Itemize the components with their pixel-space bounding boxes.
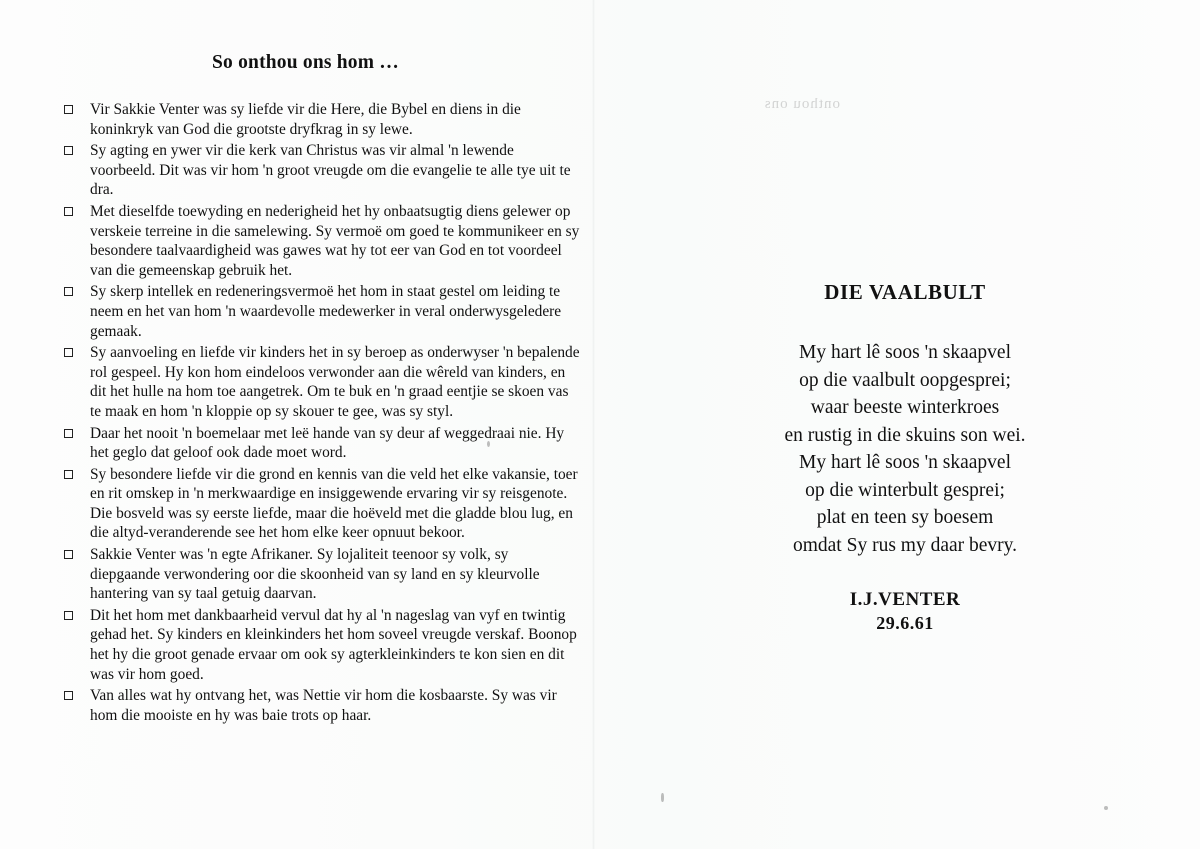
square-bullet-icon (64, 348, 73, 357)
list-item (60, 343, 580, 421)
list-item-text: Daar het nooit 'n boemelaar met leë hande van sy deur af weggedraai nie. Hy het geglo dat geloof ook dade moet word. (90, 424, 565, 462)
list-item (60, 686, 580, 725)
list-item (60, 545, 580, 604)
scan-speck (661, 793, 664, 802)
list-item (60, 424, 580, 463)
list-item (60, 465, 580, 543)
memories-heading: So onthou ons hom … (212, 52, 399, 73)
poem-line: waar beeste winterkroes (810, 397, 1000, 418)
poem-author: I.J.VENTER (849, 589, 961, 610)
list-item (60, 282, 580, 341)
poem-line: plat en teen sy boesem (816, 507, 994, 528)
poem-line: My hart lê soos 'n skaapvel (798, 342, 1011, 363)
square-bullet-icon (64, 429, 73, 438)
list-item (60, 141, 580, 200)
poem-line: op die winterbult gesprei; (805, 479, 1005, 501)
square-bullet-icon (64, 691, 73, 700)
square-bullet-icon (64, 611, 73, 620)
square-bullet-icon (64, 146, 73, 155)
memories-column (60, 52, 580, 727)
square-bullet-icon (64, 550, 73, 559)
scan-speck (1104, 806, 1108, 810)
square-bullet-icon (64, 470, 73, 479)
square-bullet-icon (64, 207, 73, 216)
list-item-text: Sy aanvoeling en liefde vir kinders het in sy beroep as onderwyser 'n bepalende rol gespeel. Hy kon hom eindeloos verwonder aan die wêreld van kinders, en dit het hulle na hom toe aangetrek. Om te buk en 'n graad eentjie se skoen vas te maak en hom 'n kloppie op sy skouer te gee, was sy styl. (90, 344, 580, 420)
poem-title: DIE VAALBULT (824, 280, 986, 304)
page-fold-line (592, 0, 595, 849)
poem-line: en rustig in die skuins son wei. (784, 424, 1026, 446)
square-bullet-icon (64, 287, 73, 296)
show-through-text: onthou ons (763, 96, 840, 112)
memories-list (60, 100, 580, 725)
poem-date: 29.6.61 (876, 613, 934, 633)
list-item-text: Sy agting en ywer vir die kerk van Christus was vir almal 'n lewende voorbeeld. Dit was vir hom 'n groot vreugde om die evangelie te alle tye uit te dra. (90, 142, 571, 199)
list-item-text: Van alles wat hy ontvang het, was Nettie vir hom die kosbaarste. Sy was vir hom die mooiste en hy was baie trots op haar. (90, 687, 557, 724)
list-item-text: Sy besondere liefde vir die grond en kennis van die veld het elke vakansie, toer en rit omskep in 'n merkwaardige en insiggewende ervaring vir sy reisgenote. Die bosveld was sy eerste liefde, maar die hoëveld met die gladde blou lug, en die altyd-veranderende see het hom elke keer opnuut bekoor. (90, 465, 578, 542)
list-item (60, 606, 580, 684)
list-item (60, 100, 580, 139)
poem-line: omdat Sy rus my daar bevry. (792, 534, 1018, 556)
list-item (60, 202, 580, 280)
poem-body (690, 339, 1120, 559)
square-bullet-icon (64, 105, 73, 114)
poem-line: op die vaalbult oopgesprei; (799, 369, 1011, 391)
poem-line: My hart lê soos 'n skaapvel (798, 452, 1011, 473)
list-item-text: Met dieselfde toewyding en nederigheid het hy onbaatsugtig diens gelewer op verskeie terreine in die samelewing. Sy vermoë om goed te kommunikeer en sy besondere taalvaardigheid was gawes wat hy tot eer van God en tot voordeel van die gemeenskap gebruik het. (90, 202, 580, 279)
list-item-text: Sakkie Venter was 'n egte Afrikaner. Sy lojaliteit teenoor sy volk, sy diepgaande verwondering oor die skoonheid van sy land en sy kleurvolle hantering van sy taal getuig daarvan. (90, 546, 540, 603)
poem-column (690, 280, 1120, 634)
list-item-text: Dit het hom met dankbaarheid vervul dat hy al 'n nageslag van vyf en twintig gehad het. Sy kinders en kleinkinders het hom soveel vreugde verskaf. Boonop het hy die groot genade ervaar om ook sy agterkleinkinders te kon sien en dit was vir hom goed. (90, 606, 577, 683)
list-item-text: Sy skerp intellek en redeneringsvermoë het hom in staat gestel om leiding te neem en het van hom 'n waardevolle medewerker in veral onderwysgeledere gemaak. (90, 283, 562, 340)
list-item-text: Vir Sakkie Venter was sy liefde vir die Here, die Bybel en diens in die koninkryk van God die grootste dryfkrag in sy lewe. (90, 101, 521, 138)
